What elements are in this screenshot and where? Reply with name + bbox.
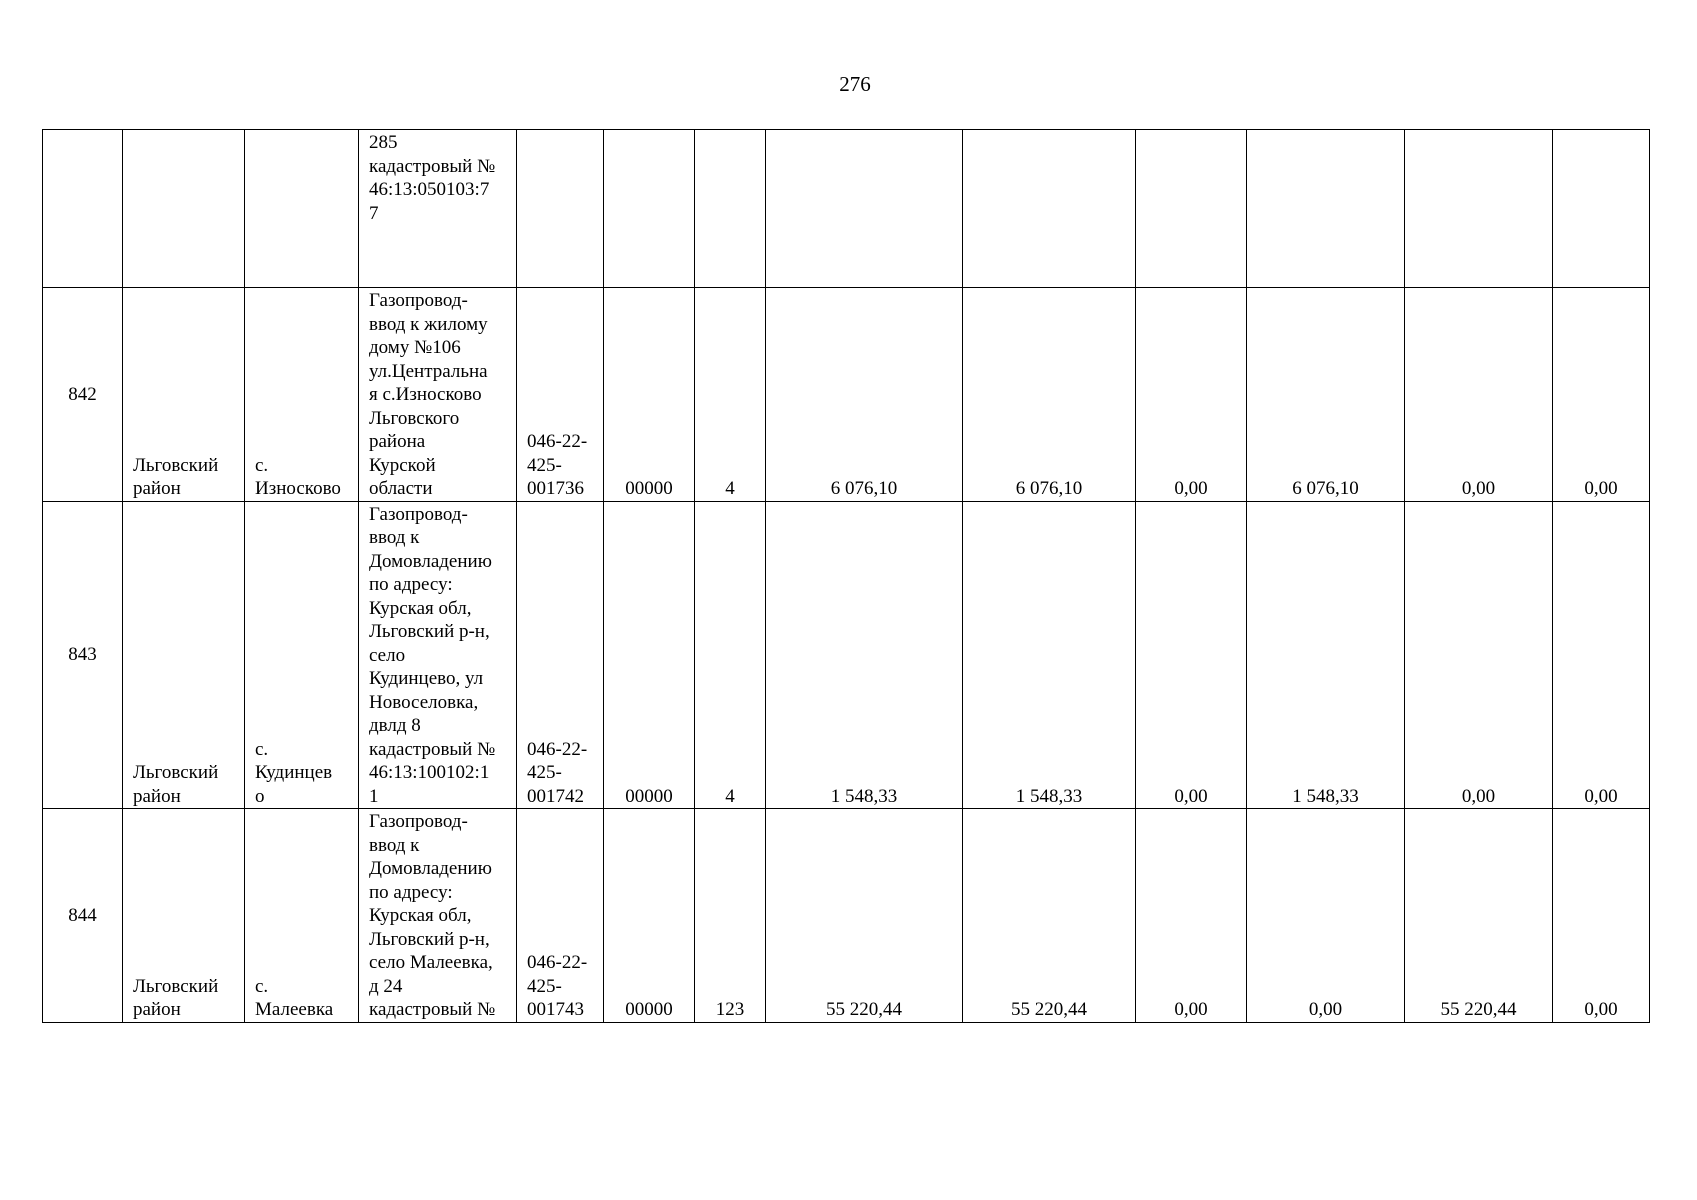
col13-cell: 0,00: [1553, 501, 1650, 809]
table-row: [43, 809, 1650, 1023]
col12-cell: 0,00: [1405, 288, 1553, 502]
col9-cell: 55 220,44: [963, 809, 1136, 1023]
description-cell: Газопровод- ввод к Домовладению по адресу: Курская обл, Льговский р-н, село Малеевка, д 24 кадастровый №: [359, 809, 517, 1023]
col9-cell: [963, 130, 1136, 288]
code-cell: [517, 130, 604, 288]
col11-cell: [1247, 130, 1405, 288]
col6-cell: [604, 130, 695, 288]
col11-cell: 1 548,33: [1247, 501, 1405, 809]
col6-cell: 00000: [604, 501, 695, 809]
col13-cell: 0,00: [1553, 288, 1650, 502]
table-row: [43, 288, 1650, 502]
district-cell: [123, 130, 245, 288]
col10-cell: [1136, 130, 1247, 288]
description-cell: Газопровод- ввод к жилому дому №106 ул.Центральна я с.Износково Льговского района Курской области: [359, 288, 517, 502]
col13-cell: [1553, 130, 1650, 288]
col7-cell: 4: [695, 501, 766, 809]
col8-cell: 55 220,44: [766, 809, 963, 1023]
registry-table: [42, 129, 1650, 1023]
row-index-cell: 844: [43, 809, 123, 1023]
district-cell: Льговский район: [123, 501, 245, 809]
district-cell: Льговский район: [123, 288, 245, 502]
page-number: 276: [839, 72, 871, 96]
col6-cell: 00000: [604, 809, 695, 1023]
col6-cell: 00000: [604, 288, 695, 502]
col12-cell: 0,00: [1405, 501, 1553, 809]
district-cell: Льговский район: [123, 809, 245, 1023]
row-index-cell: 843: [43, 501, 123, 809]
col12-cell: 55 220,44: [1405, 809, 1553, 1023]
code-cell: 046-22- 425- 001743: [517, 809, 604, 1023]
row-index-cell: 842: [43, 288, 123, 502]
code-cell: 046-22- 425- 001736: [517, 288, 604, 502]
col11-cell: 0,00: [1247, 809, 1405, 1023]
locality-cell: с. Малеевка: [245, 809, 359, 1023]
col10-cell: 0,00: [1136, 288, 1247, 502]
locality-cell: [245, 130, 359, 288]
table-row: [43, 501, 1650, 809]
row-index-cell: [43, 130, 123, 288]
col8-cell: [766, 130, 963, 288]
col10-cell: 0,00: [1136, 809, 1247, 1023]
description-cell: Газопровод- ввод к Домовладению по адресу: Курская обл, Льговский р-н, село Кудинцево, ул Новоселовка, двлд 8 кадастровый № 46:13:100102:1 1: [359, 501, 517, 809]
description-cell: 285 кадастровый № 46:13:050103:7 7: [359, 130, 517, 288]
table-row: [43, 130, 1650, 288]
col7-cell: [695, 130, 766, 288]
col8-cell: 1 548,33: [766, 501, 963, 809]
col10-cell: 0,00: [1136, 501, 1247, 809]
col7-cell: 123: [695, 809, 766, 1023]
col13-cell: 0,00: [1553, 809, 1650, 1023]
col9-cell: 1 548,33: [963, 501, 1136, 809]
col9-cell: 6 076,10: [963, 288, 1136, 502]
code-cell: 046-22- 425- 001742: [517, 501, 604, 809]
locality-cell: с. Износково: [245, 288, 359, 502]
col8-cell: 6 076,10: [766, 288, 963, 502]
locality-cell: с. Кудинцев о: [245, 501, 359, 809]
col11-cell: 6 076,10: [1247, 288, 1405, 502]
col12-cell: [1405, 130, 1553, 288]
col7-cell: 4: [695, 288, 766, 502]
